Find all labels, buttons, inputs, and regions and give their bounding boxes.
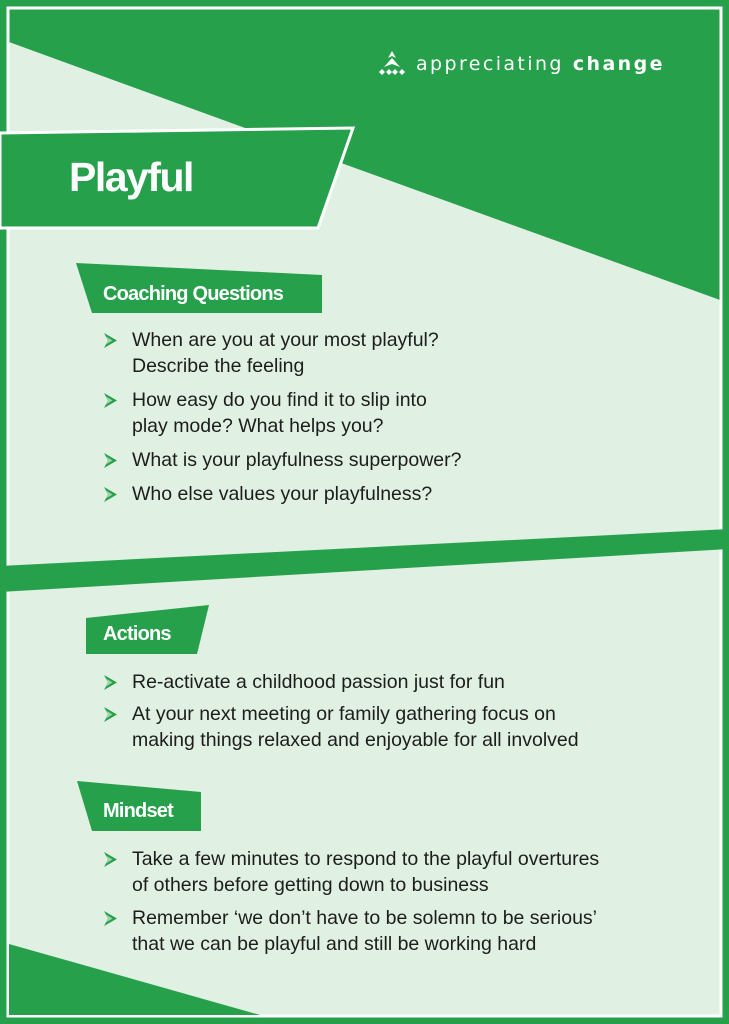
- list-item: [104, 905, 599, 957]
- list-item-text: How easy do you find it to slip into: [132, 389, 427, 411]
- list-item: [104, 481, 462, 507]
- list-item: [104, 846, 599, 898]
- list-item: [104, 327, 462, 379]
- brand-name-bold: change: [572, 53, 665, 75]
- list-item-text: Describe the feeling: [132, 355, 305, 377]
- list-item: [104, 701, 579, 753]
- card-title: Playful: [69, 154, 193, 200]
- list-item-text: What is your playfulness superpower?: [132, 449, 462, 471]
- list-item: [104, 387, 462, 439]
- list-item-text: that we can be playful and still be working hard: [132, 933, 537, 955]
- arrow-bullet-icon: [104, 393, 117, 408]
- list-item-text: When are you at your most playful?: [132, 329, 439, 351]
- coaching-questions-heading: Coaching Questions: [103, 283, 284, 305]
- actions-heading: Actions: [103, 623, 171, 645]
- brand-name-light: appreciating: [416, 53, 564, 75]
- arrow-bullet-icon: [104, 675, 117, 690]
- arrow-bullet-icon: [104, 453, 117, 468]
- list-item-text: play mode? What helps you?: [132, 415, 384, 437]
- arrow-bullet-icon: [104, 911, 117, 926]
- list-item-text: Re-activate a childhood passion just for fun: [132, 671, 505, 693]
- arrow-bullet-icon: [104, 487, 117, 502]
- arrow-bullet-icon: [104, 707, 117, 722]
- list-item: [104, 447, 462, 473]
- list-item-text: At your next meeting or family gathering focus on: [132, 703, 556, 725]
- actions-list: [104, 669, 579, 753]
- brand-logo: [378, 48, 665, 80]
- mindset-heading: Mindset: [103, 800, 173, 822]
- arrow-bullet-icon: [104, 333, 117, 348]
- list-item-text: of others before getting down to business: [132, 874, 489, 896]
- list-item-text: making things relaxed and enjoyable for all involved: [132, 729, 579, 751]
- stacked-diamonds-icon: [378, 50, 406, 78]
- list-item: [104, 669, 579, 695]
- list-item-text: Remember ‘we don’t have to be solemn to be serious’: [132, 907, 597, 929]
- mindset-list: [104, 846, 599, 957]
- coaching-questions-list: [104, 327, 462, 507]
- list-item-text: Take a few minutes to respond to the playful overtures: [132, 848, 600, 870]
- list-item-text: Who else values your playfulness?: [132, 483, 433, 505]
- arrow-bullet-icon: [104, 852, 117, 867]
